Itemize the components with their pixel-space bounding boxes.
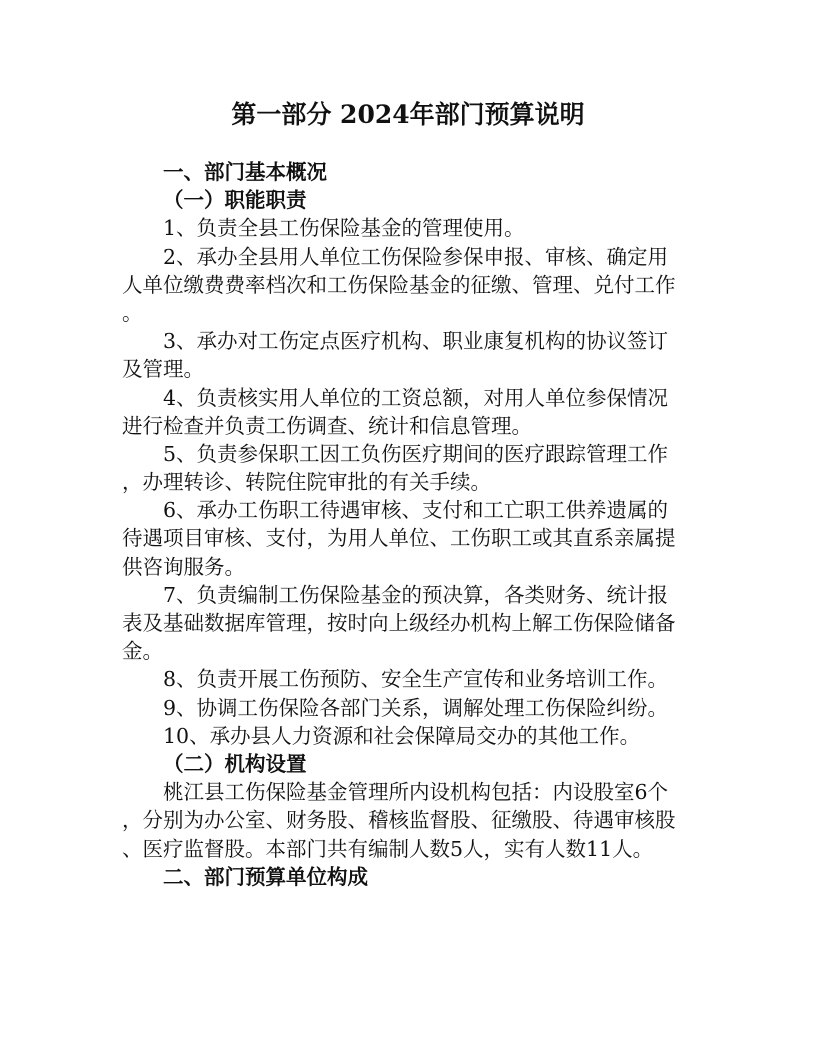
paragraph-line: 供咨询服务。	[122, 554, 245, 579]
paragraph-line: 金。	[122, 639, 163, 664]
paragraph-line: 进行检查并负责工伤调查、统计和信息管理。	[122, 413, 532, 438]
paragraph-line: 、医疗监督股。本部门共有编制人数5人，实有人数11人。	[122, 836, 654, 861]
paragraph-line: 8、负责开展工伤预防、安全生产宣传和业务培训工作。	[163, 667, 669, 692]
subsection-heading: （二）机构设置	[163, 751, 307, 776]
paragraph-line: 2、承办全县用人单位工伤保险参保申报、审核、确定用	[163, 244, 669, 269]
paragraph-line: 1、负责全县工伤保险基金的管理使用。	[163, 216, 525, 241]
document-body	[122, 158, 712, 891]
paragraph-line: 3、承办对工伤定点医疗机构、职业康复机构的协议签订	[163, 329, 669, 354]
paragraph-line: 4、负责核实用人单位的工资总额，对用人单位参保情况	[163, 385, 669, 410]
page-title: 第一部分 2024年部门预算说明	[231, 100, 585, 129]
paragraph-line: ，分别为办公室、财务股、稽核监督股、征缴股、待遇审核股	[122, 808, 676, 833]
paragraph-line: 6、承办工伤职工待遇审核、支付和工亡职工供养遗属的	[163, 498, 669, 523]
paragraph-line: 7、负责编制工伤保险基金的预决算，各类财务、统计报	[163, 582, 669, 607]
paragraph-line: ，办理转诊、转院住院审批的有关手续。	[122, 470, 491, 495]
paragraph-line: 9、协调工伤保险各部门关系，调解处理工伤保险纠纷。	[163, 695, 669, 720]
paragraph-line: 5、负责参保职工因工负伤医疗期间的医疗跟踪管理工作	[163, 441, 669, 466]
paragraph-line: 。	[122, 300, 143, 325]
section-heading: 一、部门基本概况	[163, 160, 327, 184]
paragraph-line: 待遇项目审核、支付，为用人单位、工伤职工或其直系亲属提	[122, 526, 676, 551]
paragraph-line: 10、承办县人力资源和社会保障局交办的其他工作。	[163, 723, 641, 748]
subsection-heading: （一）职能职责	[163, 188, 307, 213]
paragraph-line: 及管理。	[122, 357, 204, 382]
section-heading: 二、部门预算单位构成	[163, 864, 368, 889]
paragraph-line: 人单位缴费费率档次和工伤保险基金的征缴、管理、兑付工作	[122, 272, 676, 297]
paragraph-line: 桃江县工伤保险基金管理所内设机构包括：内设股室6个	[163, 780, 669, 805]
paragraph-line: 表及基础数据库管理，按时向上级经办机构上解工伤保险储备	[122, 611, 676, 635]
